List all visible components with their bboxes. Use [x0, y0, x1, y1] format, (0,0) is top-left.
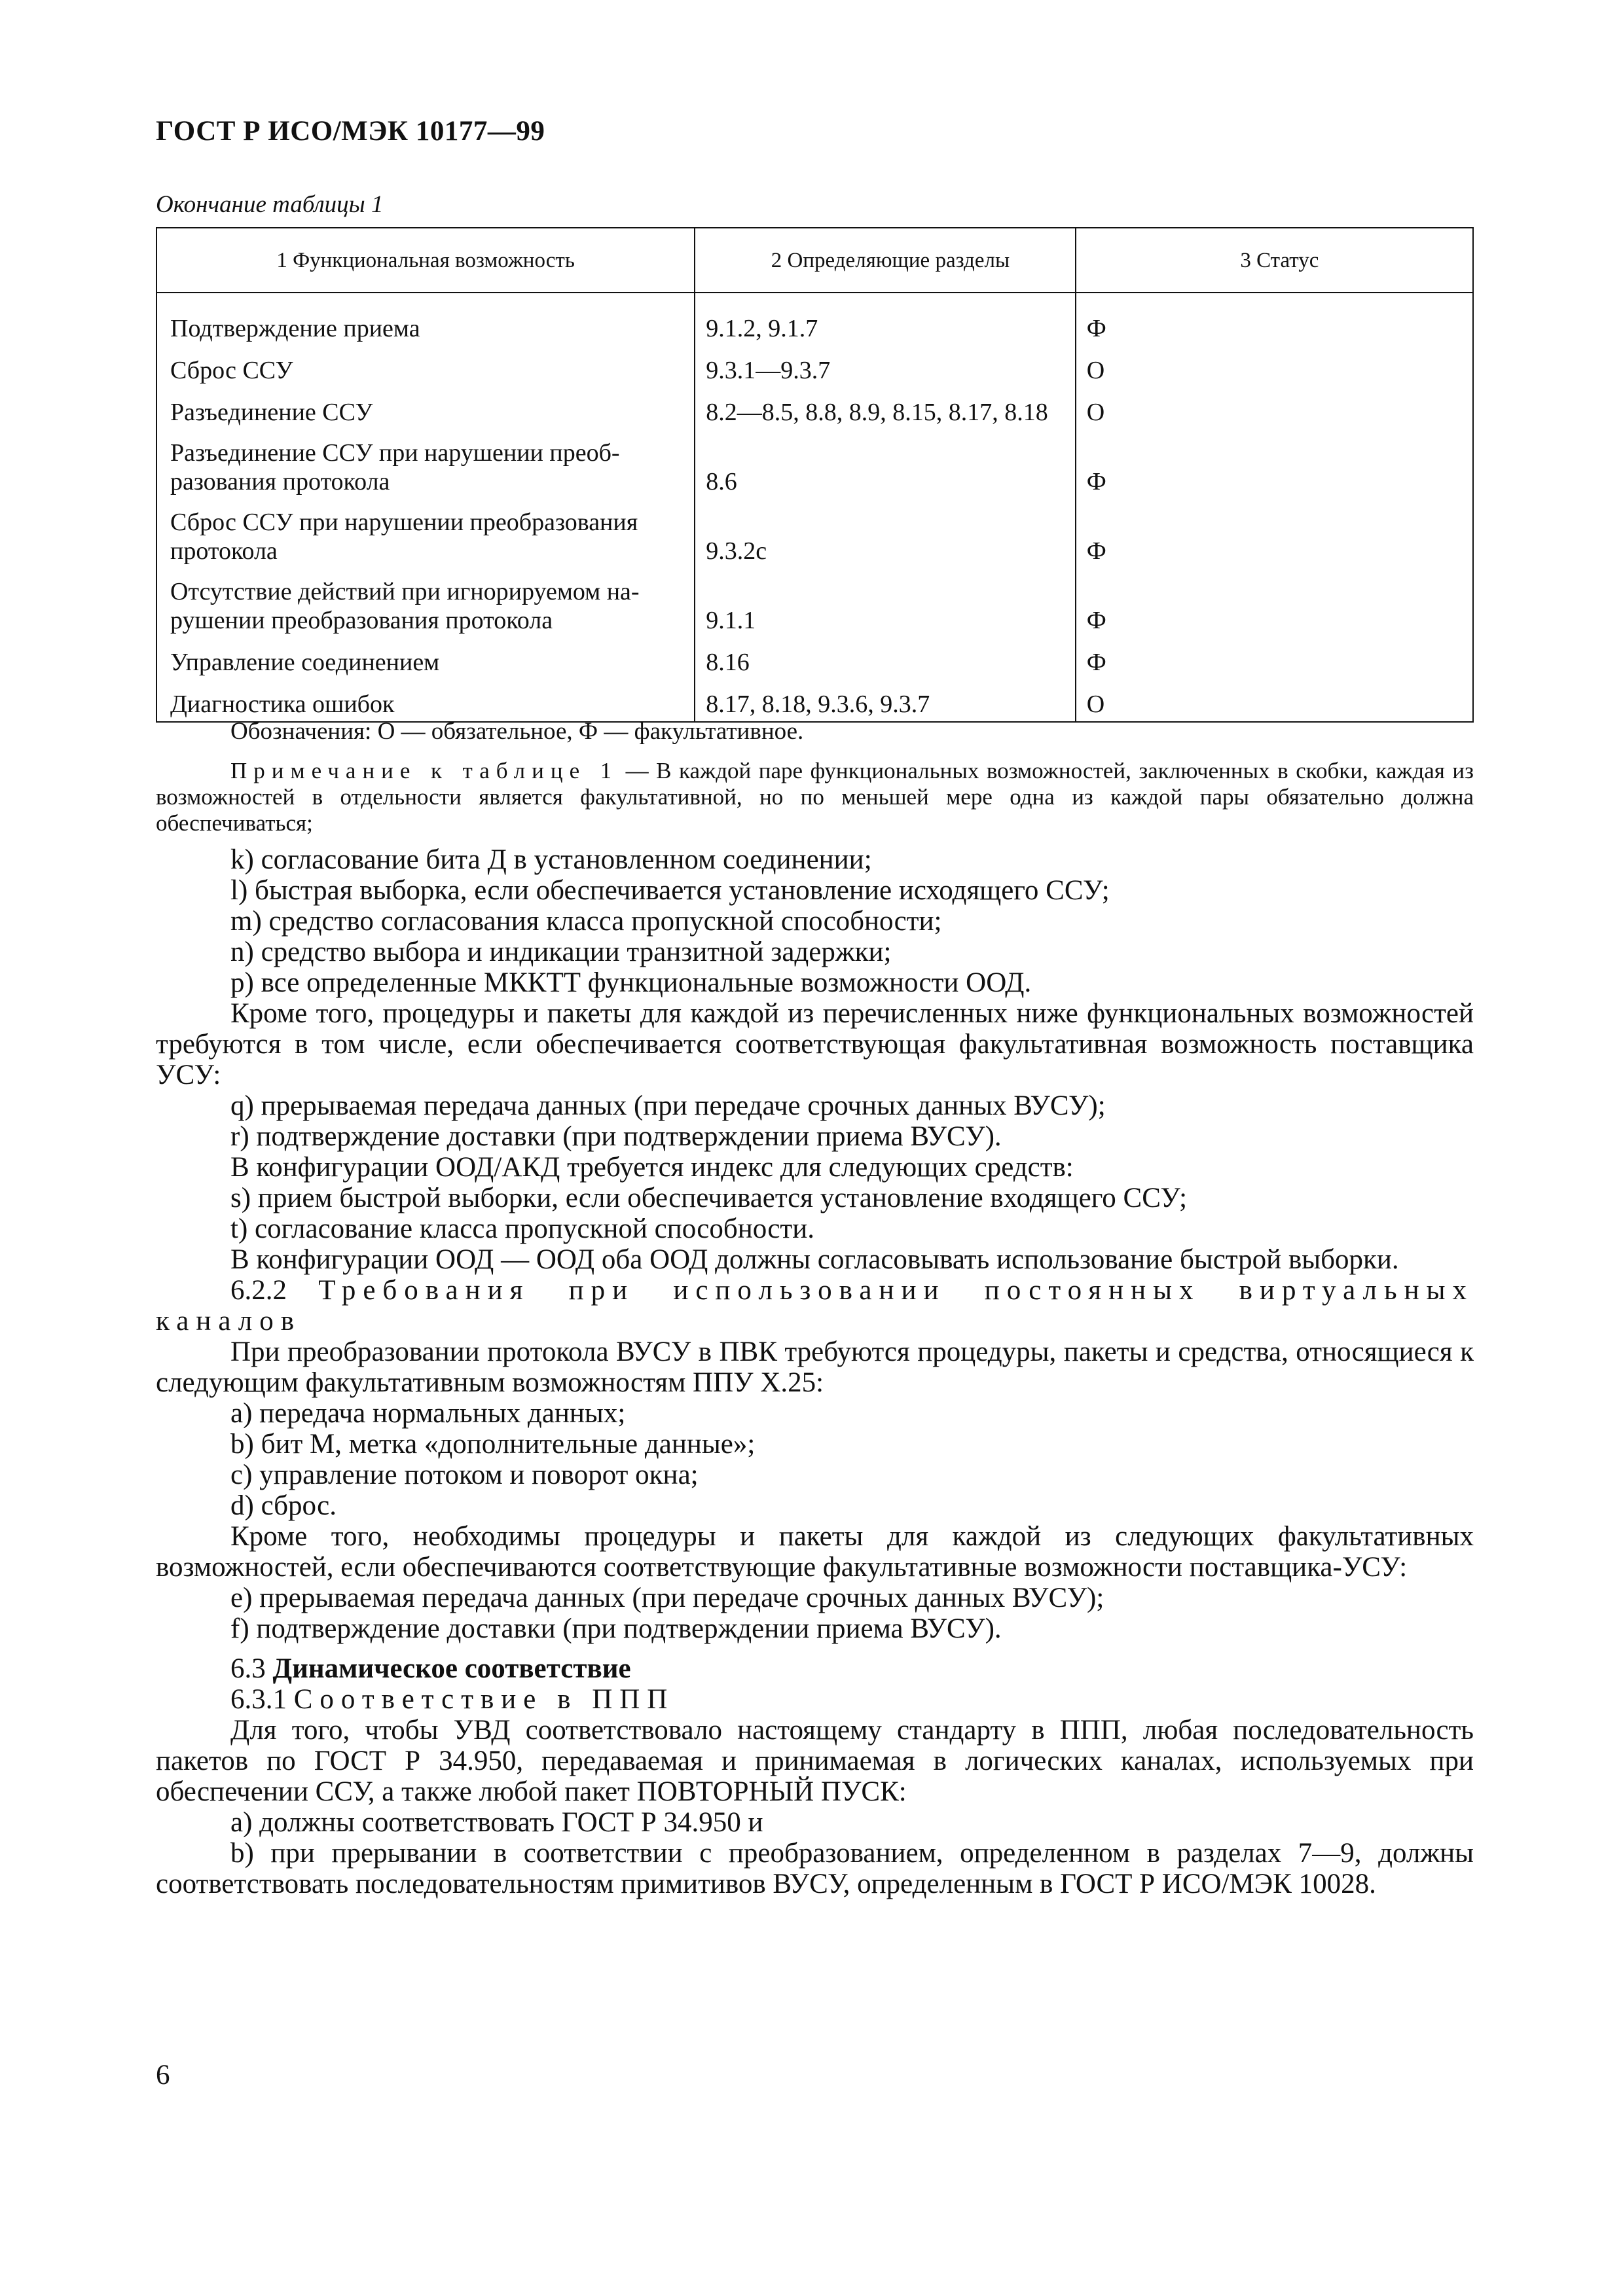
- cell-status: Ф: [1076, 565, 1473, 635]
- table-row: [156, 343, 1473, 385]
- table-row: [156, 427, 1473, 496]
- cell-capability: Подтверждение приема: [156, 293, 695, 343]
- column-header-status: 3 Статус: [1076, 228, 1473, 293]
- paragraph: При преобразовании протокола ВУСУ в ПВК требуются процедуры, пакеты и средства, относящиеся к следующим факультативным возможностям ППУ Х.25:: [156, 1336, 1474, 1398]
- cell-status: О: [1076, 677, 1473, 722]
- list-item: r) подтверждение доставки (при подтверждении приема ВУСУ).: [230, 1121, 1002, 1152]
- section-title: Соответствие в ППП: [293, 1684, 675, 1715]
- paragraph: В конфигурации ООД/АКД требуется индекс для следующих средств:: [230, 1152, 1074, 1183]
- cell-capability: Диагностика ошибок: [156, 677, 695, 722]
- main-text: [156, 844, 1474, 1899]
- note-text: — В каждой паре функциональных возможностей, заключенных в скобки, каждая из возможностей в отдельности является факультативной, но по меньшей мере одна из каждой пары обязательно должна обеспечиваться;: [156, 758, 1474, 836]
- section-heading-6-3: [156, 1653, 1474, 1684]
- section-heading-6-2-2: [156, 1275, 1474, 1336]
- table-note: [156, 758, 1474, 836]
- paragraph: Для того, чтобы УВД соответствовало настоящему стандарту в ППП, любая последовательность пакетов по ГОСТ Р 34.950, передаваемая и принимаемая в логических каналах, используемых при обеспечении ССУ, а также любой пакет ПОВТОРНЫЙ ПУСК:: [156, 1715, 1474, 1807]
- section-number: 6.3: [230, 1653, 266, 1684]
- list-item: p) все определенные МККТТ функциональные возможности ООД.: [230, 967, 1032, 998]
- cell-capability: Сброс ССУ при нарушении преобразования протокола: [156, 496, 695, 565]
- cell-sections: 9.3.1—9.3.7: [695, 343, 1075, 385]
- list-item: a) должны соответствовать ГОСТ Р 34.950 и: [230, 1807, 763, 1838]
- document-header: ГОСТ Р ИСО/МЭК 10177—99: [156, 116, 545, 147]
- list-item: q) прерываемая передача данных (при передаче срочных данных ВУСУ);: [230, 1090, 1106, 1121]
- column-header-sections: 2 Определяющие разделы: [695, 228, 1075, 293]
- cell-sections: 9.3.2с: [695, 496, 1075, 565]
- list-item: m) средство согласования класса пропускной способности;: [230, 906, 942, 937]
- table-caption: Окончание таблицы 1: [156, 191, 384, 218]
- list-item: f) подтверждение доставки (при подтверждении приема ВУСУ).: [230, 1613, 1002, 1644]
- cell-status: Ф: [1076, 635, 1473, 677]
- cell-status: Ф: [1076, 293, 1473, 343]
- list-item: s) прием быстрой выборки, если обеспечивается установление входящего ССУ;: [230, 1183, 1188, 1213]
- table-row: [156, 496, 1473, 565]
- cell-sections: 8.17, 8.18, 9.3.6, 9.3.7: [695, 677, 1075, 722]
- cell-sections: 9.1.1: [695, 565, 1075, 635]
- list-item: t) согласование класса пропускной способности.: [230, 1213, 814, 1244]
- list-item: b) бит М, метка «дополнительные данные»;: [230, 1429, 756, 1460]
- cell-capability: Управление соединением: [156, 635, 695, 677]
- cell-status: О: [1076, 385, 1473, 427]
- table-row: [156, 677, 1473, 722]
- table-header-row: [156, 228, 1473, 293]
- cell-capability: Разъединение ССУ: [156, 385, 695, 427]
- list-item: a) передача нормальных данных;: [230, 1398, 626, 1429]
- list-item: l) быстрая выборка, если обеспечивается установление исходящего ССУ;: [230, 875, 1110, 906]
- table-row: [156, 385, 1473, 427]
- paragraph: Кроме того, необходимы процедуры и пакеты для каждой из следующих факультативных возможностей, если обеспечиваются соответствующие факультативные возможности поставщика-УСУ:: [156, 1521, 1474, 1583]
- note-label: Примечание к таблице 1: [230, 758, 619, 783]
- table-row: [156, 293, 1473, 343]
- cell-capability: Сброс ССУ: [156, 343, 695, 385]
- list-item: e) прерываемая передача данных (при передаче срочных данных ВУСУ);: [230, 1583, 1104, 1613]
- table-row: [156, 565, 1473, 635]
- cell-sections: 8.16: [695, 635, 1075, 677]
- cell-sections: 9.1.2, 9.1.7: [695, 293, 1075, 343]
- page-number: 6: [156, 2060, 170, 2090]
- section-heading-6-3-1: [156, 1684, 1474, 1715]
- list-item: k) согласование бита Д в установленном соединении;: [230, 844, 872, 875]
- section-title: Требования при использовании постоянных виртуальных каналов: [156, 1275, 1474, 1336]
- column-header-capability: 1 Функциональная возможность: [156, 228, 695, 293]
- section-number: 6.2.2: [230, 1275, 287, 1306]
- cell-status: Ф: [1076, 496, 1473, 565]
- section-title: Динамическое соответствие: [272, 1653, 631, 1684]
- table-legend: Обозначения: О — обязательное, Ф — факультативное.: [230, 718, 804, 745]
- table-1: [156, 227, 1474, 723]
- paragraph: В конфигурации ООД — ООД оба ООД должны согласовывать использование быстрой выборки.: [230, 1244, 1399, 1275]
- list-item: c) управление потоком и поворот окна;: [230, 1460, 699, 1490]
- table-row: [156, 635, 1473, 677]
- cell-sections: 8.6: [695, 427, 1075, 496]
- paragraph: Кроме того, процедуры и пакеты для каждой из перечисленных ниже функциональных возможностей требуются в том числе, если обеспечивается соответствующая факультативная возможность поставщика УСУ:: [156, 998, 1474, 1090]
- paragraph: b) при прерывании в соответствии с преобразованием, определенном в разделах 7—9, должны соответствовать последовательностям примитивов ВУСУ, определенным в ГОСТ Р ИСО/МЭК 10028.: [156, 1838, 1474, 1899]
- cell-status: О: [1076, 343, 1473, 385]
- cell-sections: 8.2—8.5, 8.8, 8.9, 8.15, 8.17, 8.18: [695, 385, 1075, 427]
- cell-status: Ф: [1076, 427, 1473, 496]
- cell-capability: Отсутствие действий при игнорируемом на- рушении преобразования протокола: [156, 565, 695, 635]
- cell-capability: Разъединение ССУ при нарушении преоб- разования протокола: [156, 427, 695, 496]
- list-item: d) сброс.: [230, 1490, 337, 1521]
- section-number: 6.3.1: [230, 1684, 287, 1715]
- list-item: n) средство выбора и индикации транзитной задержки;: [230, 937, 892, 967]
